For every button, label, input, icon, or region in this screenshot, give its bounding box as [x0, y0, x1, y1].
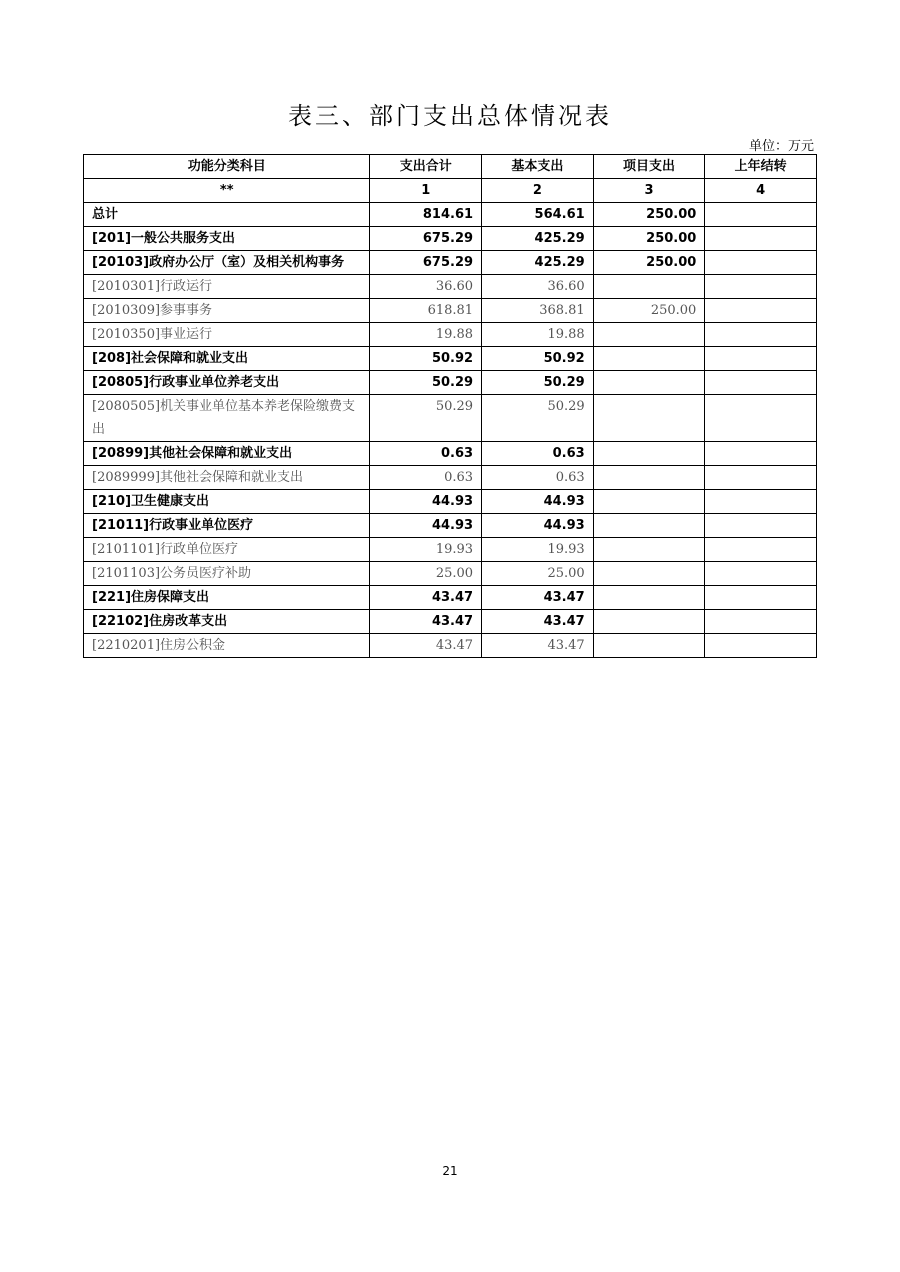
- amount-cell: [705, 442, 817, 466]
- amount-cell: 43.47: [370, 634, 482, 658]
- page-title: 表三、部门支出总体情况表: [288, 102, 612, 130]
- category-cell: [20899]其他社会保障和就业支出: [84, 442, 370, 466]
- index-row: [84, 179, 817, 203]
- amount-cell: [593, 514, 705, 538]
- amount-cell: [705, 203, 817, 227]
- amount-cell: 425.29: [482, 227, 594, 251]
- page-number: 21: [442, 1164, 458, 1178]
- amount-cell: 43.47: [482, 610, 594, 634]
- table-row: [84, 203, 817, 227]
- column-header: 项目支出: [593, 155, 705, 179]
- amount-cell: 50.29: [370, 371, 482, 395]
- table-row: [84, 395, 817, 442]
- category-cell: [201]一般公共服务支出: [84, 227, 370, 251]
- category-cell: [210]卫生健康支出: [84, 490, 370, 514]
- table-row: [84, 610, 817, 634]
- index-cell: 4: [705, 179, 817, 203]
- amount-cell: 814.61: [370, 203, 482, 227]
- table-row: [84, 490, 817, 514]
- category-cell: [221]住房保障支出: [84, 586, 370, 610]
- amount-cell: [705, 299, 817, 323]
- amount-cell: [705, 466, 817, 490]
- amount-cell: 564.61: [482, 203, 594, 227]
- amount-cell: [705, 610, 817, 634]
- table-row: [84, 299, 817, 323]
- column-header: 上年结转: [705, 155, 817, 179]
- amount-cell: [705, 395, 817, 442]
- category-cell: [20103]政府办公厅（室）及相关机构事务: [84, 251, 370, 275]
- amount-cell: 19.93: [370, 538, 482, 562]
- amount-cell: [593, 634, 705, 658]
- expenditure-table: [83, 154, 817, 658]
- amount-cell: 43.47: [482, 634, 594, 658]
- amount-cell: [593, 466, 705, 490]
- amount-cell: 44.93: [370, 514, 482, 538]
- amount-cell: 50.92: [370, 347, 482, 371]
- index-cell: 1: [370, 179, 482, 203]
- amount-cell: [705, 371, 817, 395]
- amount-cell: [593, 562, 705, 586]
- amount-cell: [705, 586, 817, 610]
- amount-cell: 43.47: [482, 586, 594, 610]
- amount-cell: [593, 586, 705, 610]
- amount-cell: 50.29: [482, 371, 594, 395]
- table-row: [84, 442, 817, 466]
- category-cell: [2010301]行政运行: [84, 275, 370, 299]
- category-cell: [208]社会保障和就业支出: [84, 347, 370, 371]
- amount-cell: [593, 610, 705, 634]
- column-header: 支出合计: [370, 155, 482, 179]
- column-header: 基本支出: [482, 155, 594, 179]
- amount-cell: 19.93: [482, 538, 594, 562]
- table-row: [84, 347, 817, 371]
- amount-cell: 250.00: [593, 203, 705, 227]
- amount-cell: [705, 514, 817, 538]
- amount-cell: 43.47: [370, 586, 482, 610]
- amount-cell: [705, 538, 817, 562]
- amount-cell: 368.81: [482, 299, 594, 323]
- amount-cell: 0.63: [370, 466, 482, 490]
- amount-cell: 44.93: [482, 514, 594, 538]
- amount-cell: 44.93: [370, 490, 482, 514]
- amount-cell: 0.63: [482, 442, 594, 466]
- table-row: [84, 371, 817, 395]
- table-row: [84, 323, 817, 347]
- amount-cell: [593, 442, 705, 466]
- category-cell: [2101101]行政单位医疗: [84, 538, 370, 562]
- amount-cell: [705, 634, 817, 658]
- amount-cell: 50.29: [370, 395, 482, 442]
- category-cell: [2101103]公务员医疗补助: [84, 562, 370, 586]
- amount-cell: [705, 275, 817, 299]
- amount-cell: 43.47: [370, 610, 482, 634]
- amount-cell: [593, 490, 705, 514]
- index-cell: 2: [482, 179, 594, 203]
- amount-cell: 0.63: [370, 442, 482, 466]
- amount-cell: 675.29: [370, 251, 482, 275]
- amount-cell: [705, 251, 817, 275]
- amount-cell: [705, 347, 817, 371]
- amount-cell: [593, 538, 705, 562]
- amount-cell: 19.88: [482, 323, 594, 347]
- table-row: [84, 251, 817, 275]
- category-cell: [2010309]参事事务: [84, 299, 370, 323]
- index-cell: 3: [593, 179, 705, 203]
- category-cell: [2210201]住房公积金: [84, 634, 370, 658]
- category-cell: [2080505]机关事业单位基本养老保险缴费支出: [84, 395, 370, 442]
- table-row: [84, 227, 817, 251]
- amount-cell: [593, 371, 705, 395]
- amount-cell: 25.00: [370, 562, 482, 586]
- amount-cell: 675.29: [370, 227, 482, 251]
- category-cell: [21011]行政事业单位医疗: [84, 514, 370, 538]
- amount-cell: [593, 323, 705, 347]
- header-row: [84, 155, 817, 179]
- amount-cell: [705, 323, 817, 347]
- table-row: [84, 538, 817, 562]
- table-body: [84, 203, 817, 658]
- amount-cell: 0.63: [482, 466, 594, 490]
- amount-cell: [705, 562, 817, 586]
- amount-cell: 250.00: [593, 227, 705, 251]
- category-cell: [2089999]其他社会保障和就业支出: [84, 466, 370, 490]
- amount-cell: 425.29: [482, 251, 594, 275]
- amount-cell: 50.92: [482, 347, 594, 371]
- unit-label: 单位：万元: [748, 139, 814, 154]
- table-row: [84, 586, 817, 610]
- amount-cell: 618.81: [370, 299, 482, 323]
- amount-cell: 36.60: [370, 275, 482, 299]
- category-cell: [20805]行政事业单位养老支出: [84, 371, 370, 395]
- amount-cell: 44.93: [482, 490, 594, 514]
- amount-cell: [593, 347, 705, 371]
- amount-cell: 250.00: [593, 251, 705, 275]
- category-cell: 总计: [84, 203, 370, 227]
- amount-cell: 36.60: [482, 275, 594, 299]
- index-cell: **: [84, 179, 370, 203]
- table-row: [84, 634, 817, 658]
- category-cell: [22102]住房改革支出: [84, 610, 370, 634]
- amount-cell: [705, 227, 817, 251]
- amount-cell: [705, 490, 817, 514]
- column-header: 功能分类科目: [84, 155, 370, 179]
- amount-cell: [593, 395, 705, 442]
- category-cell: [2010350]事业运行: [84, 323, 370, 347]
- table-row: [84, 562, 817, 586]
- amount-cell: [593, 275, 705, 299]
- amount-cell: 25.00: [482, 562, 594, 586]
- table-row: [84, 466, 817, 490]
- amount-cell: 50.29: [482, 395, 594, 442]
- amount-cell: 250.00: [593, 299, 705, 323]
- table-row: [84, 275, 817, 299]
- amount-cell: 19.88: [370, 323, 482, 347]
- table-row: [84, 514, 817, 538]
